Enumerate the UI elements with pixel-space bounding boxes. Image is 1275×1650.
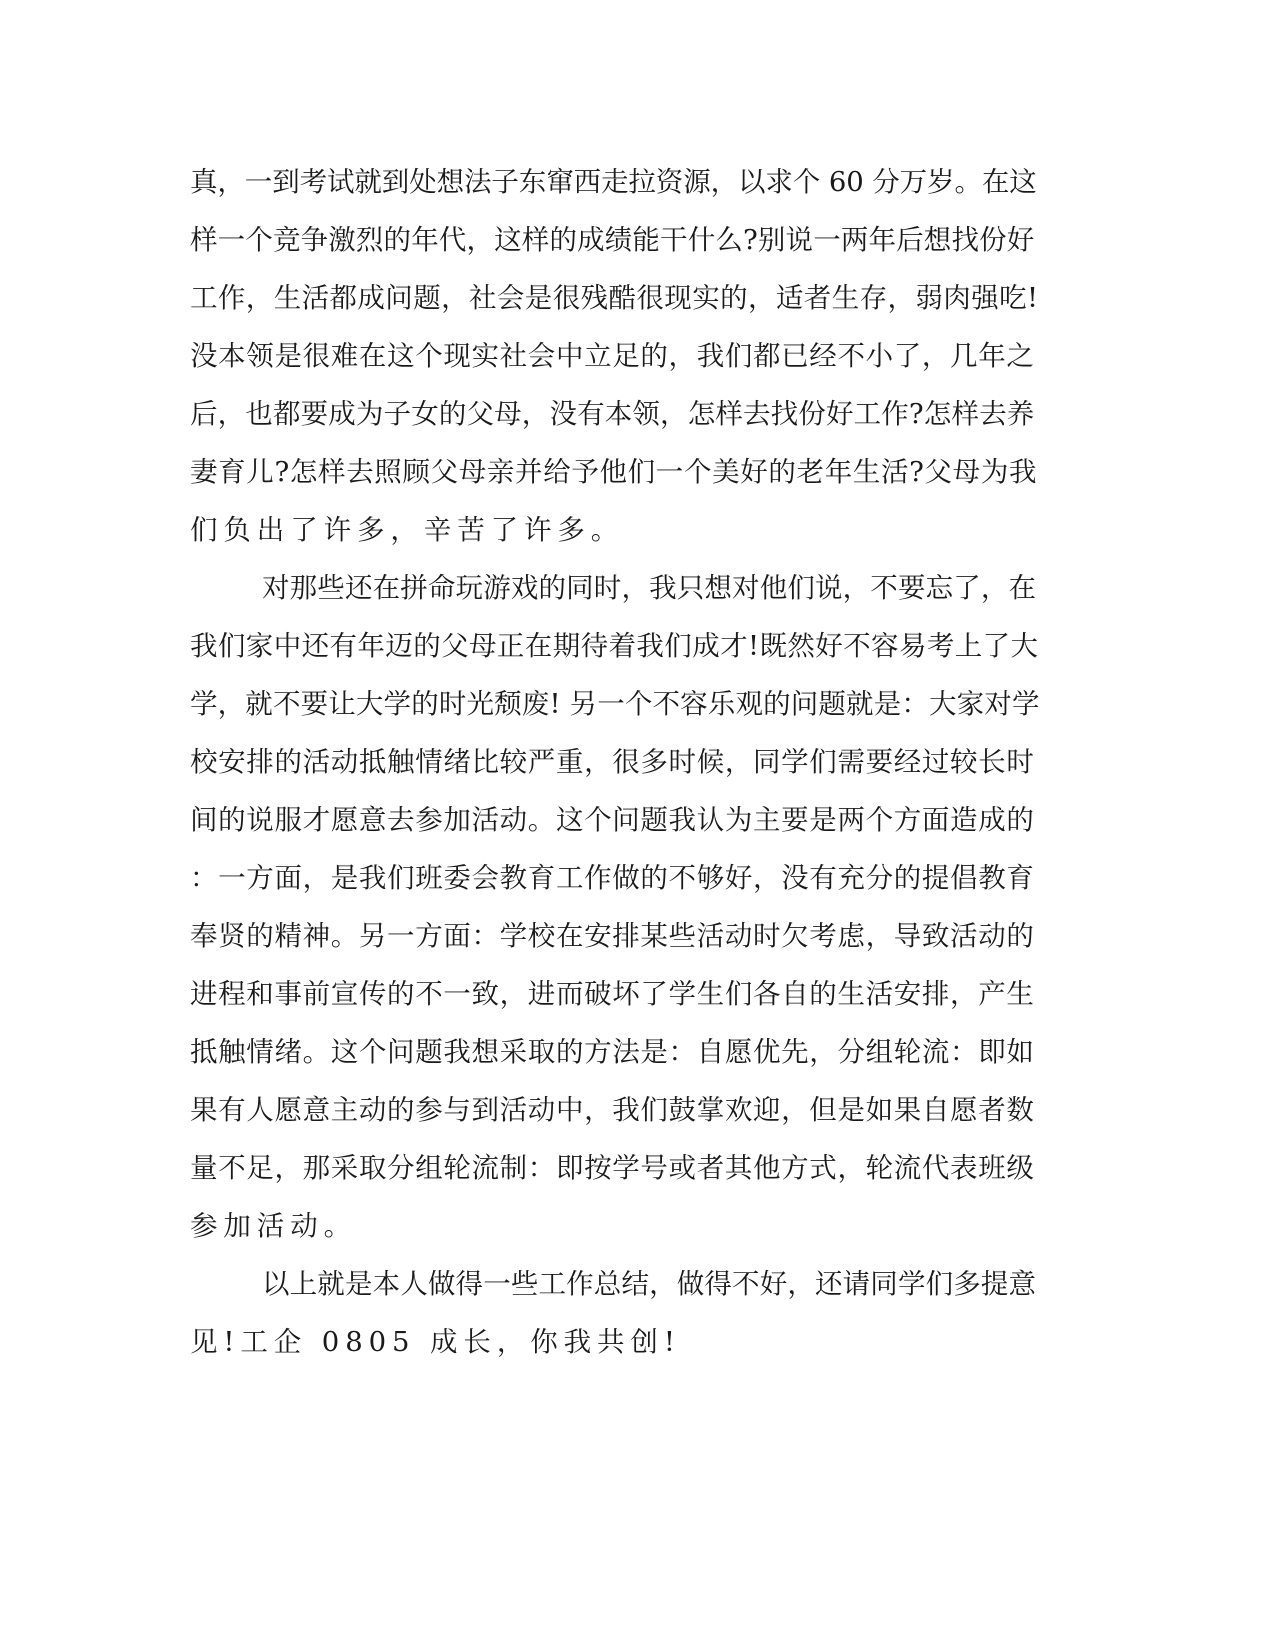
text-line: 后，也都要成为子女的父母，没有本领，怎样去找份好工作?怎样去养 [190, 398, 1035, 430]
text-line: 工作，生活都成问题，社会是很残酷很现实的，适者生存，弱肉强吃! [190, 282, 1039, 314]
text-line: 见!工企 0805 成长，你我共创! [190, 1326, 681, 1358]
paragraph-first-line: 对那些还在拼命玩游戏的同时，我只想对他们说，不要忘了，在 [262, 572, 1037, 604]
text-line: 抵触情绪。这个问题我想采取的方法是：自愿优先，分组轮流：即如 [190, 1036, 1035, 1068]
text-line: 果有人愿意主动的参与到活动中，我们鼓掌欢迎，但是如果自愿者数 [190, 1094, 1035, 1126]
text-line: 样一个竞争激烈的年代，这样的成绩能干什么?别说一两年后想找份好 [190, 224, 1035, 256]
text-line: 们负出了许多，辛苦了许多。 [190, 514, 625, 546]
text-line: 没本领是很难在这个现实社会中立足的，我们都已经不小了，几年之 [190, 340, 1035, 372]
text-line: 真，一到考试就到处想法子东窜西走拉资源，以求个 60 分万岁。在这 [190, 166, 1037, 198]
text-line: 量不足，那采取分组轮流制：即按学号或者其他方式，轮流代表班级 [190, 1152, 1035, 1184]
paragraph-first-line: 以上就是本人做得一些工作总结，做得不好，还请同学们多提意 [262, 1268, 1037, 1300]
text-line: 间的说服才愿意去参加活动。这个问题我认为主要是两个方面造成的 [190, 804, 1035, 836]
text-line: ：一方面，是我们班委会教育工作做的不够好，没有充分的提倡教育 [190, 862, 1035, 894]
text-line: 进程和事前宣传的不一致，进而破坏了学生们各自的生活安排，产生 [190, 978, 1035, 1010]
text-line: 参加活动。 [190, 1210, 357, 1242]
text-line: 奉贤的精神。另一方面：学校在安排某些活动时欠考虑，导致活动的 [190, 920, 1035, 952]
text-line: 学，就不要让大学的时光颓废! 另一个不容乐观的问题就是：大家对学 [190, 688, 1040, 720]
text-line: 妻育儿?怎样去照顾父母亲并给予他们一个美好的老年生活?父母为我 [190, 456, 1038, 488]
text-line: 我们家中还有年迈的父母正在期待着我们成才!既然好不容易考上了大 [190, 630, 1039, 662]
text-line: 校安排的活动抵触情绪比较严重，很多时候，同学们需要经过较长时 [190, 746, 1035, 778]
